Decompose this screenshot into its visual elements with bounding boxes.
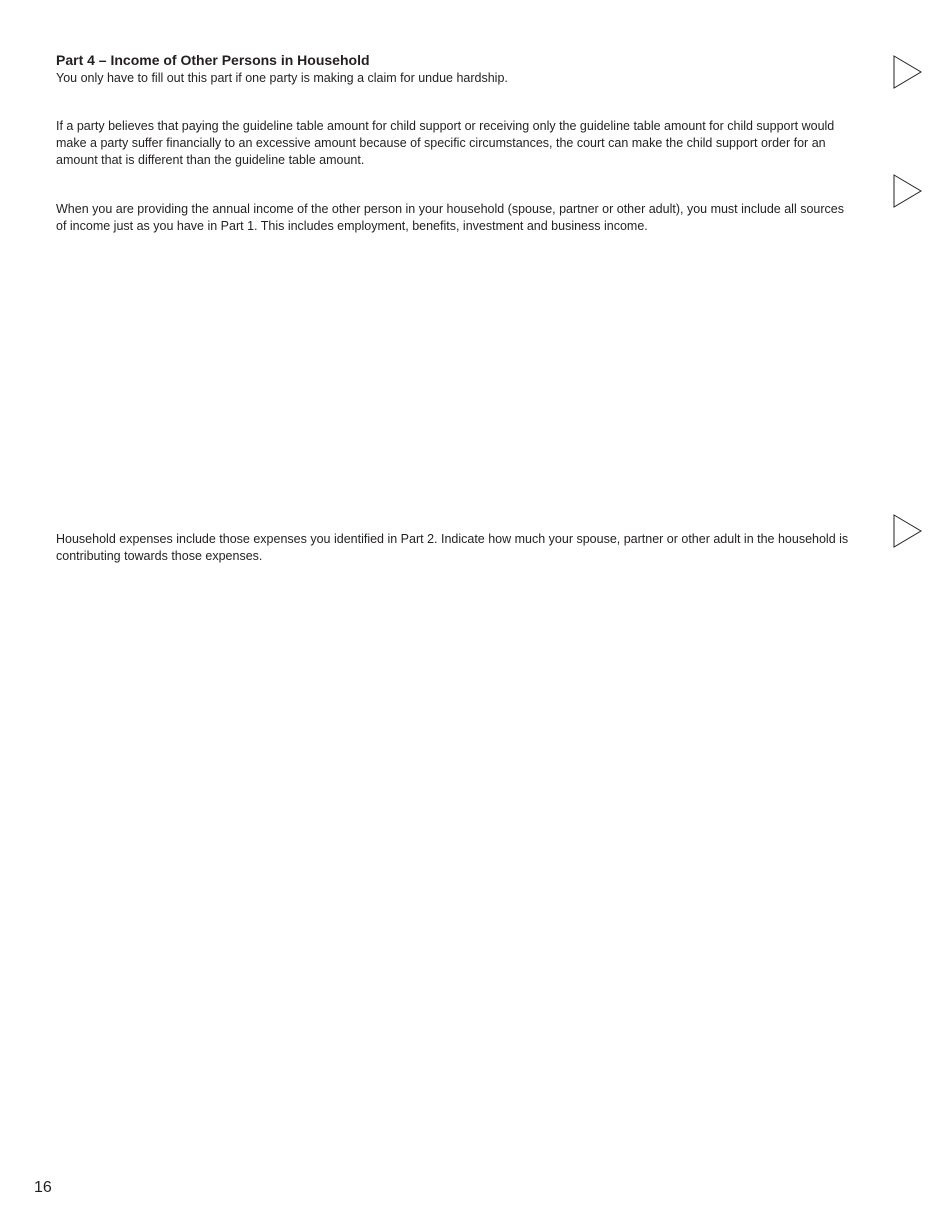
section-heading: Part 4 – Income of Other Persons in Household [56, 52, 370, 68]
income-paragraph: When you are providing the annual income of the other person in your household (spouse, partner or other adult), you must include all sources of income just as you have in Part 1. This includes employment, benefits, investment and business income. [56, 202, 844, 233]
arrow-right-outline-icon [893, 55, 923, 89]
page-number: 16 [34, 1179, 52, 1196]
section-intro: You only have to fill out this part if one party is making a claim for undue hardship. [56, 71, 508, 85]
arrow-right-outline-icon [893, 174, 923, 208]
expenses-paragraph: Household expenses include those expenses you identified in Part 2. Indicate how much your spouse, partner or other adult in the household is contributing towards those expenses. [56, 532, 849, 563]
hardship-paragraph: If a party believes that paying the guideline table amount for child support or receiving only the guideline table amount for child support would make a party suffer financially to an excessive amount because of specific circumstances, the court can make the child support order for an amount that is different than the guideline table amount. [56, 119, 835, 167]
arrow-right-outline-icon [893, 514, 923, 548]
